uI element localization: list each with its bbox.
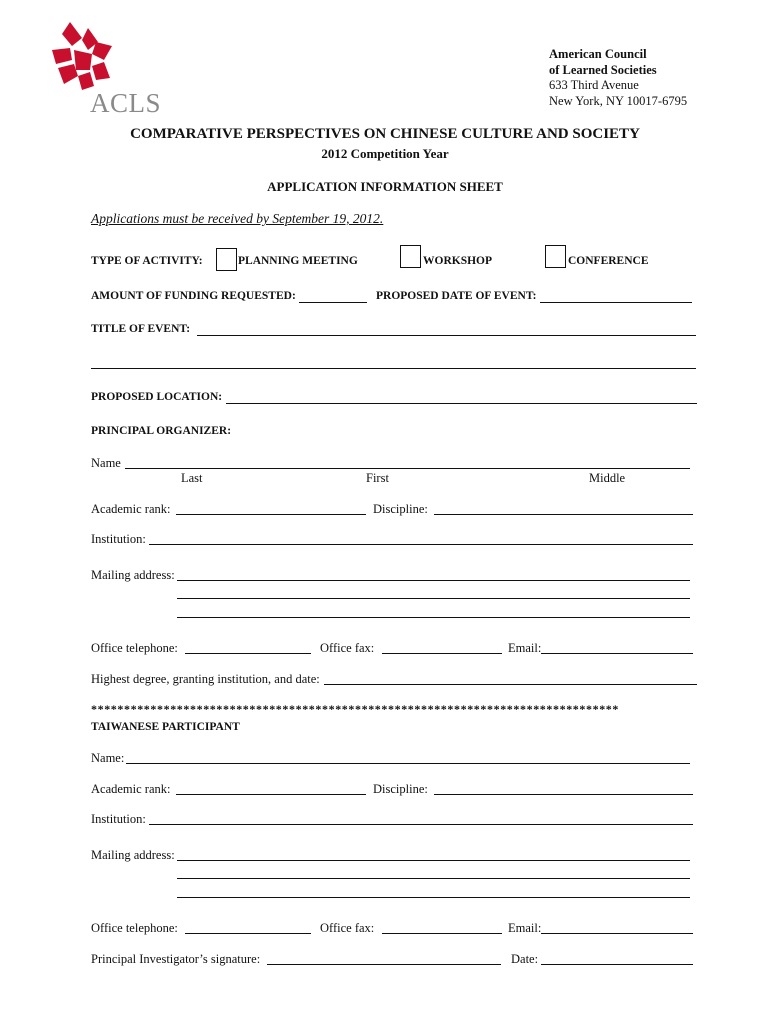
principal-heading: PRINCIPAL ORGANIZER:	[91, 425, 232, 437]
org-name-line1: American Council	[549, 47, 647, 61]
principal-name-label: Name	[91, 456, 121, 470]
taiwanese-heading: TAIWANESE PARTICIPANT	[91, 721, 240, 733]
taiwanese-fax-label: Office fax:	[320, 921, 375, 935]
planning-meeting-checkbox[interactable]	[216, 248, 237, 271]
principal-fax-label: Office fax:	[320, 641, 375, 655]
name-part-first: First	[366, 471, 389, 485]
taiwanese-discipline-field[interactable]	[434, 794, 693, 795]
taiwanese-email-label: Email:	[508, 921, 542, 935]
location-field[interactable]	[226, 403, 697, 404]
event-title-field[interactable]	[197, 335, 696, 336]
taiwanese-institution-field[interactable]	[149, 824, 693, 825]
principal-mailing-field[interactable]	[177, 580, 690, 581]
principal-institution-label: Institution:	[91, 532, 146, 546]
principal-email-field[interactable]	[541, 653, 693, 654]
principal-rank-field[interactable]	[176, 514, 366, 515]
workshop-label: WORKSHOP	[423, 255, 493, 267]
org-address	[549, 47, 687, 109]
principal-mailing-label: Mailing address:	[91, 568, 175, 582]
principal-discipline-label: Discipline:	[373, 502, 428, 516]
principal-phone-label: Office telephone:	[91, 641, 178, 655]
principal-name-field[interactable]	[125, 468, 690, 469]
taiwanese-email-field[interactable]	[541, 933, 693, 934]
taiwanese-phone-field[interactable]	[185, 933, 311, 934]
taiwanese-mailing-field-line3[interactable]	[177, 897, 690, 898]
signature-date-field[interactable]	[541, 964, 693, 965]
event-title-field-line2[interactable]	[91, 368, 696, 369]
org-street: 633 Third Avenue	[549, 78, 639, 92]
principal-mailing-field-line2[interactable]	[177, 598, 690, 599]
workshop-checkbox[interactable]	[400, 245, 421, 268]
principal-degree-label: Highest degree, granting institution, and date:	[91, 672, 320, 686]
event-date-label: PROPOSED DATE OF EVENT:	[376, 290, 537, 302]
taiwanese-mailing-label: Mailing address:	[91, 848, 175, 862]
principal-fax-field[interactable]	[382, 653, 502, 654]
taiwanese-mailing-field[interactable]	[177, 860, 690, 861]
name-part-last: Last	[181, 471, 203, 485]
document-title: COMPARATIVE PERSPECTIVES ON CHINESE CULTURE AND SOCIETY	[130, 126, 640, 142]
principal-rank-label: Academic rank:	[91, 502, 171, 516]
taiwanese-mailing-field-line2[interactable]	[177, 878, 690, 879]
taiwanese-rank-field[interactable]	[176, 794, 366, 795]
event-date-field[interactable]	[540, 302, 692, 303]
planning-meeting-label: PLANNING MEETING	[238, 255, 358, 267]
conference-checkbox[interactable]	[545, 245, 566, 268]
principal-phone-field[interactable]	[185, 653, 311, 654]
taiwanese-fax-field[interactable]	[382, 933, 502, 934]
principal-degree-field[interactable]	[324, 684, 697, 685]
principal-email-label: Email:	[508, 641, 542, 655]
principal-institution-field[interactable]	[149, 544, 693, 545]
document-subtitle: 2012 Competition Year	[321, 146, 449, 161]
location-label: PROPOSED LOCATION:	[91, 391, 223, 403]
signature-label: Principal Investigator’s signature:	[91, 952, 261, 966]
taiwanese-name-field[interactable]	[126, 763, 690, 764]
principal-mailing-field-line3[interactable]	[177, 617, 690, 618]
org-city: New York, NY 10017-6795	[549, 93, 688, 108]
principal-discipline-field[interactable]	[434, 514, 693, 515]
logo-text: ACLS	[90, 88, 162, 118]
funding-amount-field[interactable]	[299, 302, 367, 303]
activity-label: TYPE OF ACTIVITY:	[91, 255, 203, 267]
taiwanese-name-label: Name:	[91, 751, 125, 765]
sheet-title: APPLICATION INFORMATION SHEET	[267, 179, 503, 194]
conference-label: CONFERENCE	[568, 255, 649, 267]
funding-amount-label: AMOUNT OF FUNDING REQUESTED:	[91, 290, 296, 302]
event-title-label: TITLE OF EVENT:	[91, 323, 191, 335]
signature-date-label: Date:	[511, 952, 539, 966]
taiwanese-institution-label: Institution:	[91, 812, 146, 826]
taiwanese-discipline-label: Discipline:	[373, 782, 428, 796]
name-part-middle: Middle	[589, 471, 626, 485]
deadline-note: Applications must be received by September 19, 2012.	[91, 211, 384, 226]
taiwanese-rank-label: Academic rank:	[91, 782, 171, 796]
signature-field[interactable]	[267, 964, 501, 965]
org-name-line2: of Learned Societies	[549, 62, 657, 77]
taiwanese-phone-label: Office telephone:	[91, 921, 178, 935]
section-separator: ********************************************************************************	[91, 702, 619, 716]
